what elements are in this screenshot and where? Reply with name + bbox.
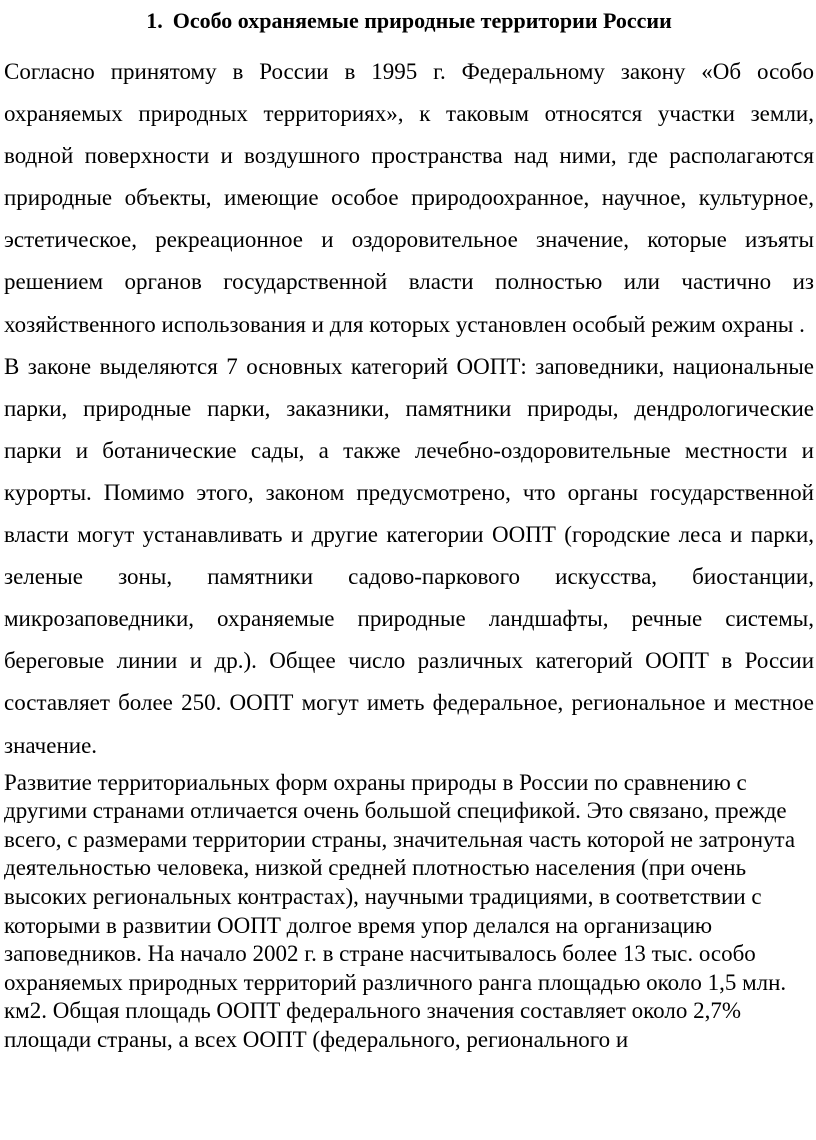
paragraph-definition: Согласно принятому в России в 1995 г. Федеральному закону «Об особо охраняемых природных территориях», к таковым относятся участки земли, водной поверхности и воздушного пространства над ними, где располагаются природные объекты, имеющие особое природоохранное, научное, культурное, эстетическое, рекреационное и оздоровительное значение, которые изъяты решением органов государственной власти полностью или частично из хозяйственного использования и для которых установлен особый режим охраны . [4, 59, 814, 337]
paragraph-categories: В законе выделяются 7 основных категорий ООПТ: заповедники, национальные парки, природные парки, заказники, памятники природы, дендрологические парки и ботанические сады, а также лечебно-оздоровительные местности и курорты. Помимо этого, законом предусмотрено, что органы государственной власти могут устанавливать и другие категории ООПТ (городские леса и парки, зеленые зоны, памятники садово-паркового искусства, биостанции, микрозаповедники, охраняемые природные ландшафты, речные системы, береговые линии и др.). Общее число различных категорий ООПТ в России составляет более 250. ООПТ могут иметь федеральное, региональное и местное значение. [4, 353, 814, 758]
section-title: Особо охраняемые природные территории России [172, 8, 672, 33]
section-number: 1. [146, 8, 163, 33]
section-heading [4, 0, 814, 38]
paragraph-development: Развитие территориальных форм охраны природы в России по сравнению с другими странами отличается очень большой спецификой. Это связано, прежде всего, с размерами территории страны, значительная часть которой не затронута деятельностью человека, низкой средней плотностью населения (при очень высоких региональных контрастах), научными традициями, в соответствии с которыми в развитии ООПТ долгое время упор делался на организацию заповедников. На начало 2002 г. в стране насчитывалось более 13 тыс. особо охраняемых природных территорий различного ранга площадью около 1,5 млн. км2. Общая площадь ООПТ федерального значения составляет около 2,7% площади страны, а всех ООПТ (федерального, регионального и [4, 769, 796, 1052]
document-page [4, 0, 814, 1055]
